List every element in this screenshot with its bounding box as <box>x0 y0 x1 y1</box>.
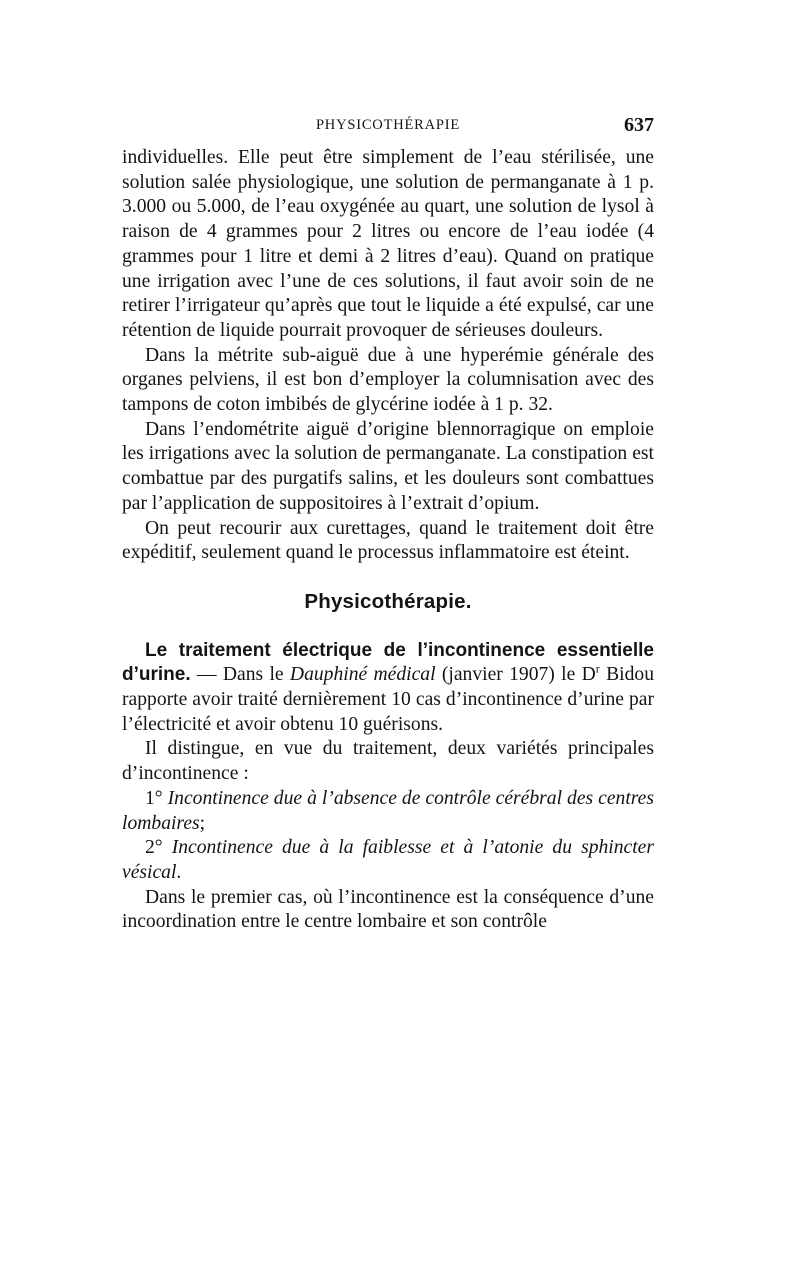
paragraph-curettage: On peut recourir aux curettages, quand le traitement doit être expéditif, seulement quand le processus inflammatoire est éteint. <box>122 517 654 564</box>
variety-item-2 <box>122 836 654 885</box>
article-title: Le traitement électrique de l’incontinence essentielle d’urine. <box>122 639 654 686</box>
variety-item-1 <box>122 787 654 836</box>
section-heading: Physicothérapie. <box>304 589 472 613</box>
variety-text: Incontinence due à la faiblesse et à l’atonie du sphincter vésical <box>122 837 654 883</box>
running-title: PHYSICOTHÉRAPIE <box>315 117 461 133</box>
page-header <box>122 114 654 143</box>
page-body <box>122 146 654 935</box>
variety-end: . <box>176 861 182 883</box>
doctor-superscript: r <box>595 661 600 676</box>
article-intro-before-journal: — Dans le <box>190 664 290 686</box>
variety-number: 1° <box>145 787 163 809</box>
paragraph-continuation: individuelles. Elle peut être simplement de l’eau stérilisée, une solution salée physiologique, une solution de permanganate à 1 p. 3.000 ou 5.000, de l’eau oxygénée au quart, une solution de lysol à raison de 4 grammes pour 2 litres ou encore de l’eau iodée (4 grammes pour 1 litre et demi à 2 litres d’eau). Quand on pratique une irrigation avec l’une de ces solutions, il faut avoir soin de ne retirer l’irrigateur qu’après que tout le liquide a été expulsé, car une rétention de liquide pourrait provoquer de sérieuses douleurs. <box>122 147 654 341</box>
paragraph-metrite: Dans la métrite sub-aiguë due à une hyperémie générale des organes pelviens, il est bon d’employer la columnisation avec des tampons de coton imbibés de glycérine iodée à 1 p. 32. <box>122 344 654 416</box>
variety-number: 2° <box>145 837 163 859</box>
article-intro-after-journal: (janvier 1907) le D <box>435 664 596 686</box>
paragraph-distinction: Il distingue, en vue du traitement, deux variétés principales d’incontinence : <box>122 738 654 785</box>
paragraph-endometrite: Dans l’endométrite aiguë d’origine blennorragique on emploie les irrigations avec la solution de permanganate. La constipation est combattue par des purgatifs salins, et les douleurs sont combattues par l’application de suppositoires à l’extrait d’opium. <box>122 418 654 514</box>
variety-text: Incontinence due à l’absence de contrôle cérébral des centres lombaires <box>122 787 654 834</box>
journal-name: Dauphiné médical <box>289 664 436 686</box>
article-paragraph <box>122 639 654 738</box>
paragraph-first-case: Dans le premier cas, où l’incontinence est la conséquence d’une incoordination entre le centre lombaire et son contrôle <box>122 886 654 933</box>
article-intro-rest: Bidou rapporte avoir traité dernièrement 10 cas d’incontinence d’urine par l’électricité et avoir obtenu 10 guérisons. <box>122 664 654 735</box>
page-number: 637 <box>624 114 654 136</box>
variety-end: ; <box>199 812 206 834</box>
